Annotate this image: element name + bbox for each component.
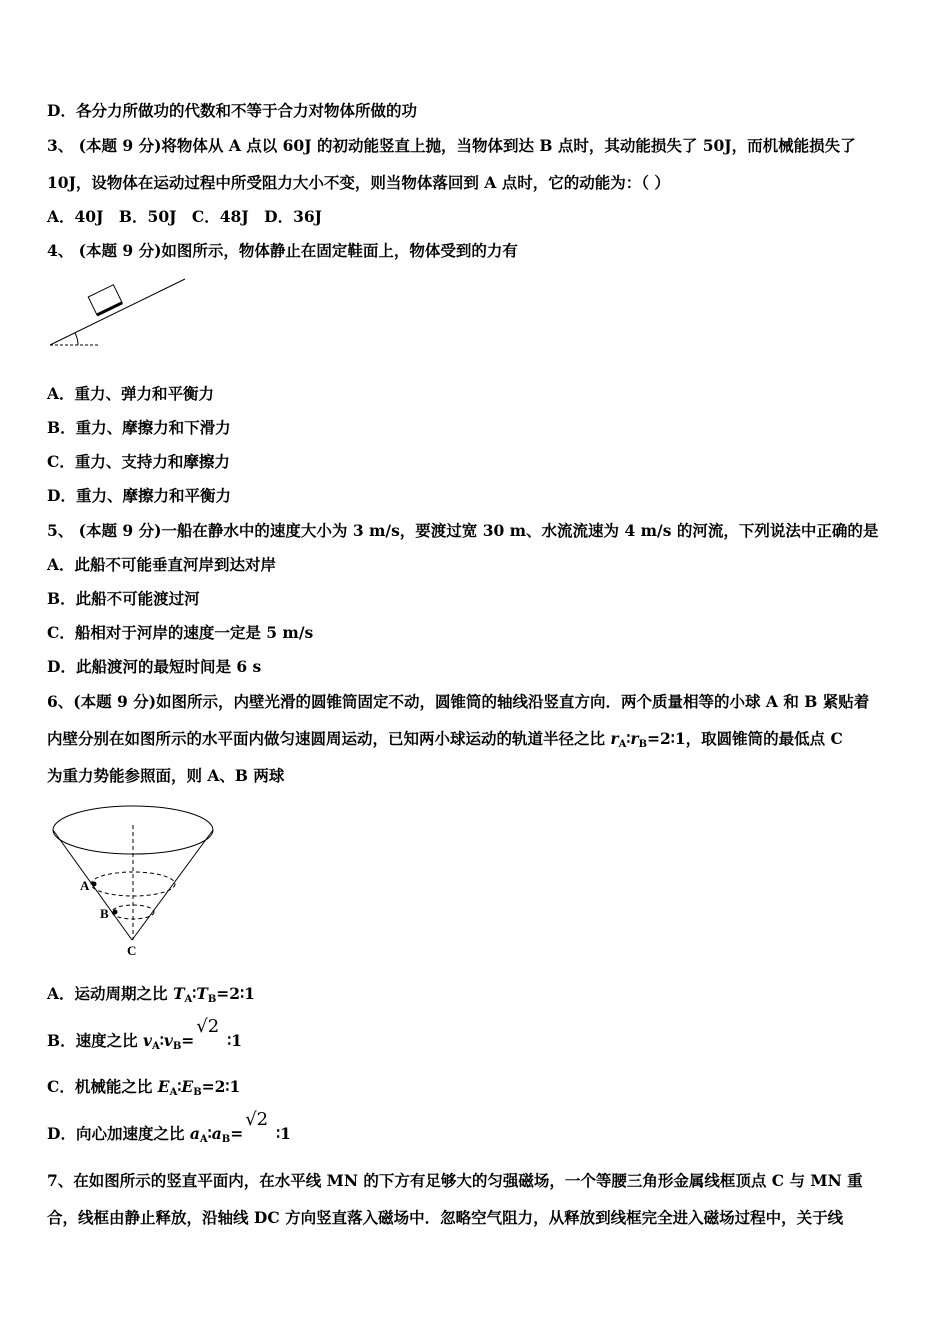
q4-option-a: A．重力、弹力和平衡力: [47, 384, 215, 403]
label-b: B: [100, 906, 109, 921]
q6-stem-line3: 为重力势能参照面，则 A、B 两球: [47, 766, 285, 785]
q7-stem-line1: 7、在如图所示的竖直平面内，在水平线 MN 的下方有足够大的匀强磁场，一个等腰三角形金属线框顶点 C 与 MN 重: [47, 1171, 863, 1190]
q3-options: A．40J B．50J C．48J D．36J: [47, 207, 323, 226]
q4-option-b: B．重力、摩擦力和下滑力: [47, 418, 231, 437]
q3-stem-line2: 10J，设物体在运动过程中所受阻力大小不变，则当物体落回到 A 点时，它的动能为：（ ）: [47, 173, 670, 192]
q4-option-d: D．重力、摩擦力和平衡力: [47, 486, 231, 505]
q5-option-d: D．此船渡河的最短时间是 6 s: [47, 657, 262, 676]
q2-option-d: D．各分力所做功的代数和不等于合力对物体所做的功: [47, 101, 417, 120]
q6-option-a: A．运动周期之比 $T_A∶T_B=2∶1$: [47, 984, 255, 1005]
cone-figure: [45, 800, 225, 965]
incline-figure: [45, 275, 190, 355]
q4-stem: 4、 (本题 9 分)如图所示，物体静止在固定鞋面上，物体受到的力有: [47, 241, 518, 260]
label-a: A: [80, 878, 90, 893]
q5-option-c: C．船相对于河岸的速度一定是 5 m/s: [47, 623, 314, 642]
q6-stem-line1: 6、(本题 9 分)如图所示，内壁光滑的圆锥筒固定不动，圆锥筒的轴线沿竖直方向．两个质量相等的小球 A 和 B 紧贴着: [47, 692, 870, 711]
q5-stem: 5、 (本题 9 分)一船在静水中的速度大小为 3 m/s，要渡过宽 30 m、水流流速为 4 m/s 的河流，下列说法中正确的是: [47, 521, 879, 540]
q6-stem-line2: 内壁分别在如图所示的水平面内做匀速圆周运动，已知两小球运动的轨道半径之比 $r_A∶r_B=2∶1$，取圆锥筒的最低点 C: [47, 729, 843, 750]
q4-option-c: C．重力、支持力和摩擦力: [47, 452, 230, 471]
q6-option-d: D．向心加速度之比 $a_A∶a_B=√2∶1$: [47, 1109, 291, 1145]
q7-stem-line2: 合，线框由静止释放，沿轴线 DC 方向竖直落入磁场中．忽略空气阻力，从释放到线框完全进入磁场过程中，关于线: [47, 1208, 844, 1227]
q6-option-c: C．机械能之比 $E_A∶E_B=2∶1$: [47, 1077, 241, 1098]
q6-option-b: B．速度之比 $v_A∶v_B=√2∶1$: [47, 1016, 243, 1052]
q5-option-b: B．此船不可能渡过河: [47, 589, 200, 608]
q3-stem-line1: 3、 (本题 9 分)将物体从 A 点以 60J 的初动能竖直上抛，当物体到达 B 点时，其动能损失了 50J，而机械能损失了: [47, 136, 856, 155]
q5-option-a: A．此船不可能垂直河岸到达对岸: [47, 555, 277, 574]
label-c: C: [127, 943, 137, 958]
